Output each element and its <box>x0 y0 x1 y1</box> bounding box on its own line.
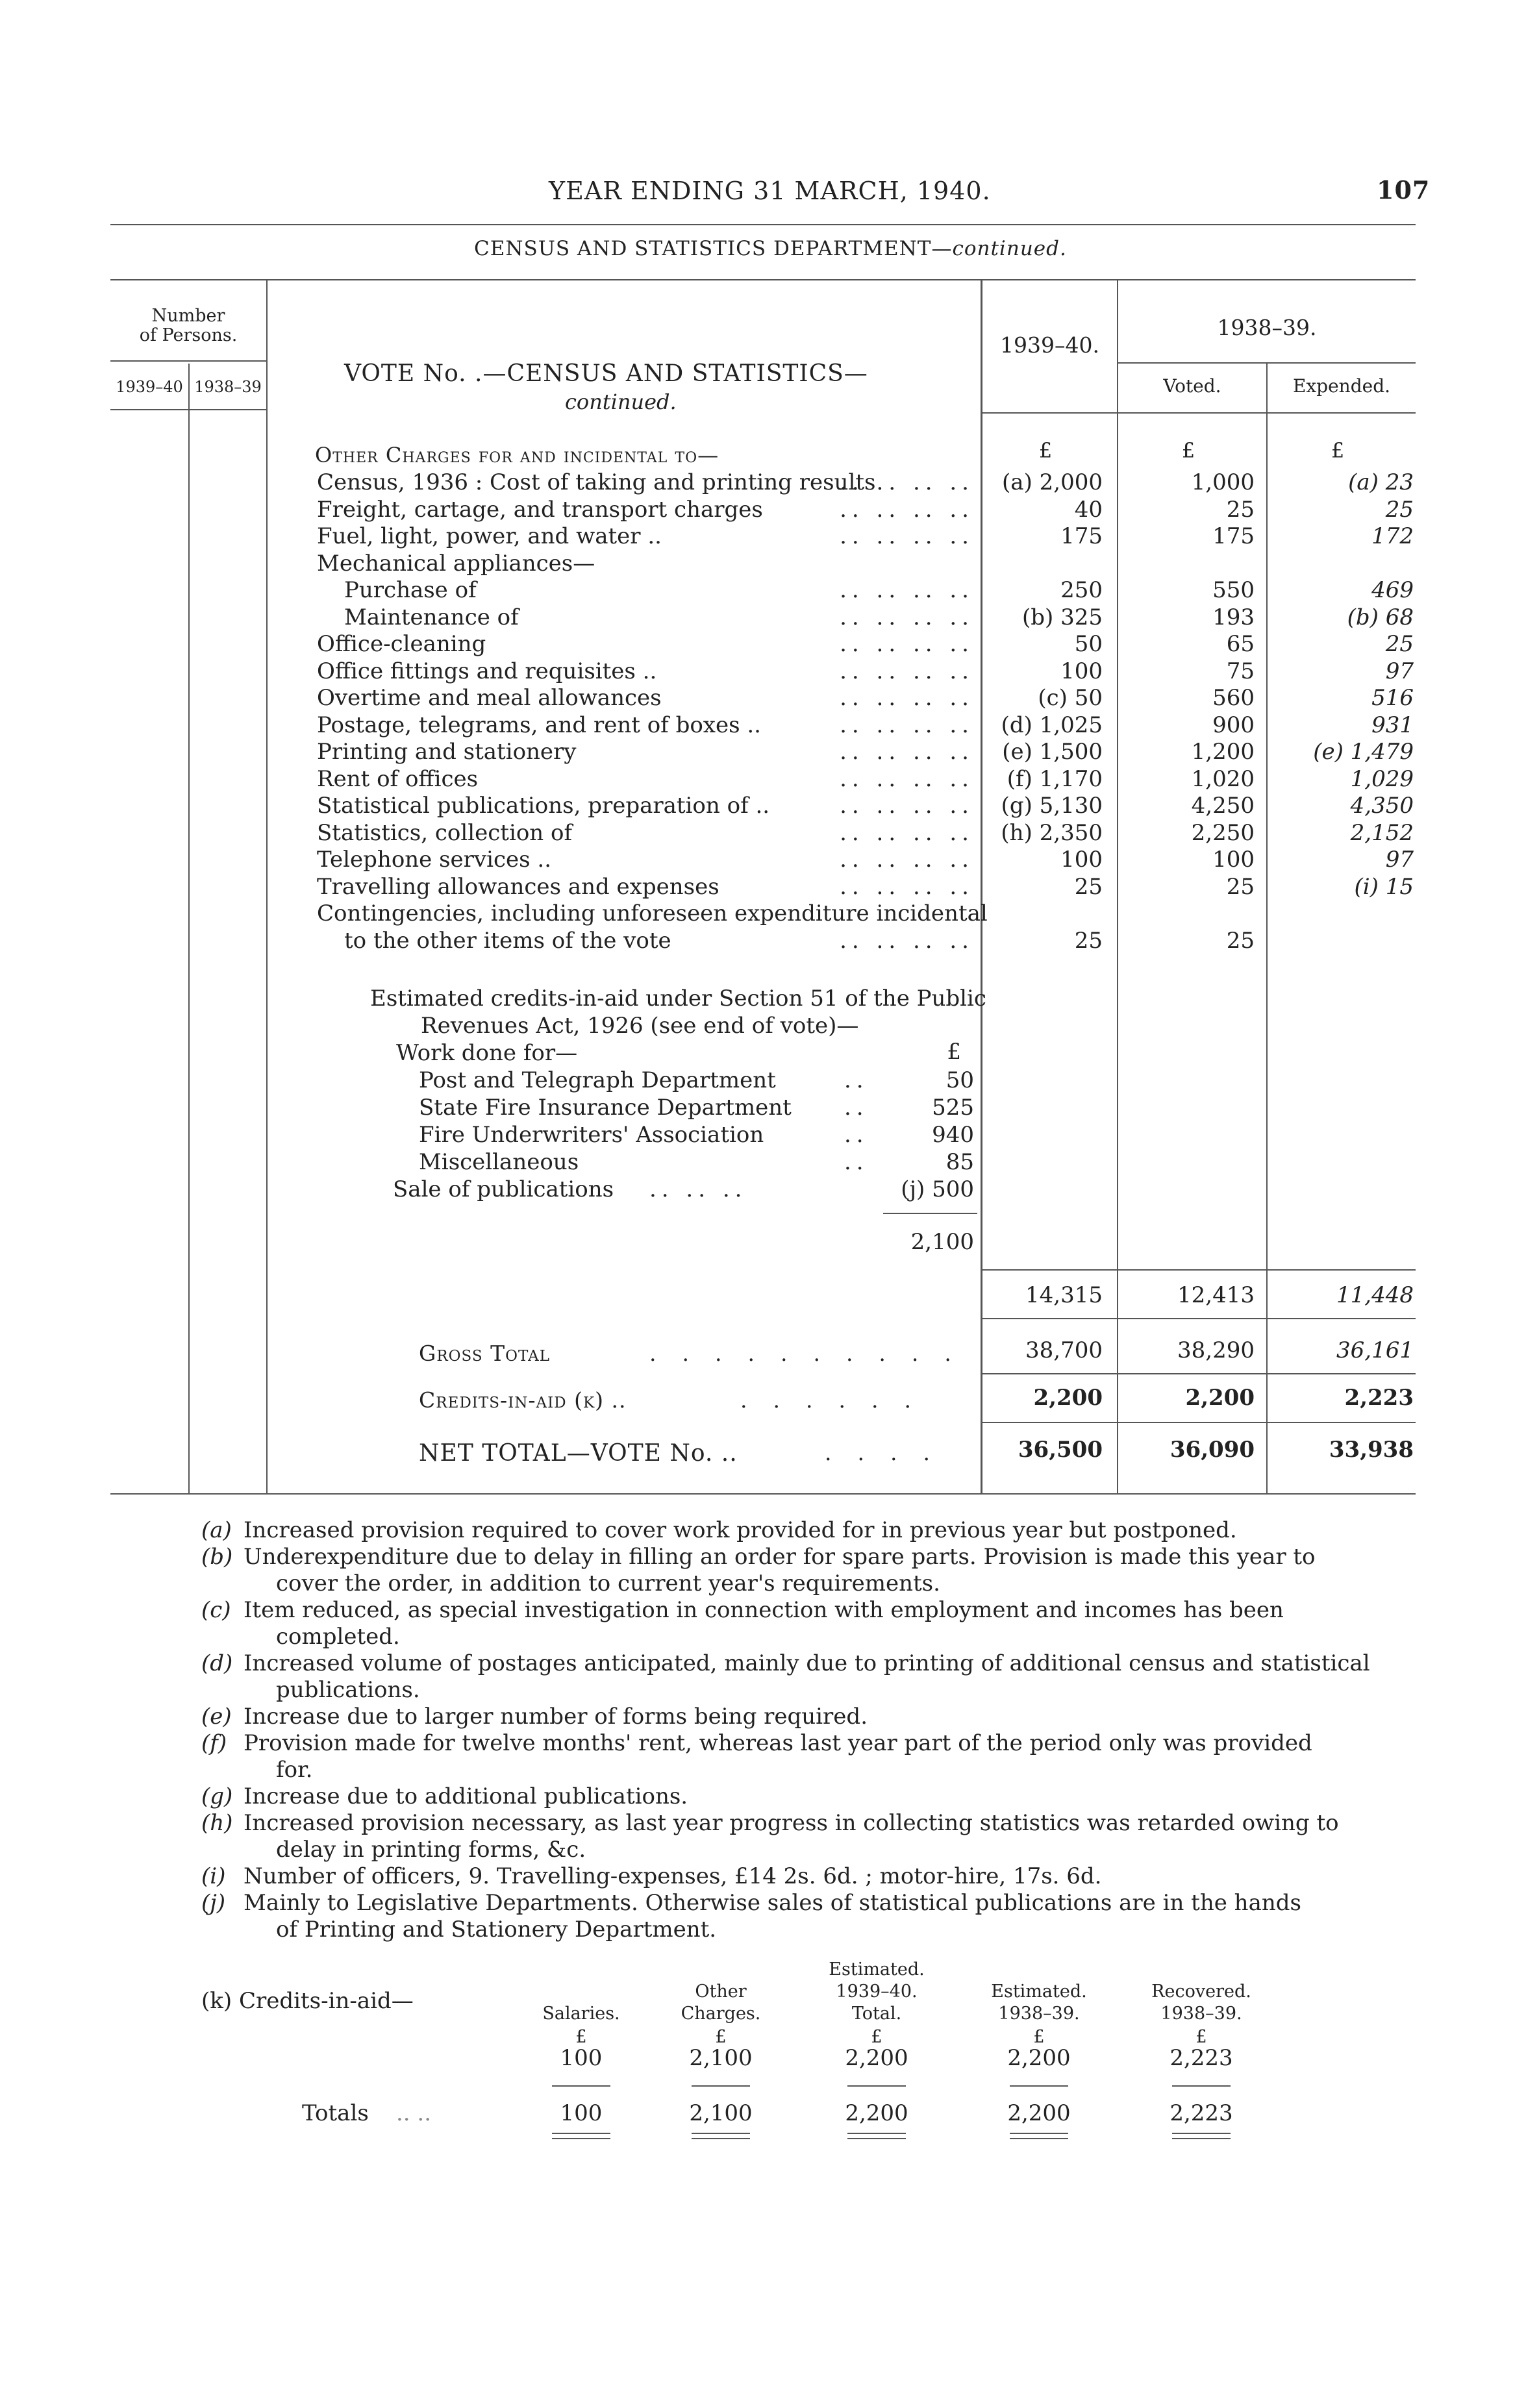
item-value-1939: (e) 1,500 <box>1002 739 1103 765</box>
net-total-voted: 36,090 <box>1170 1437 1255 1463</box>
k-table-header: Other <box>695 1981 747 2002</box>
year-1938-heading: 1938–39. <box>1217 315 1317 340</box>
department-name: CENSUS AND STATISTICS DEPARTMENT— <box>474 237 953 260</box>
credit-entry-label: Post and Telegraph Department <box>419 1067 776 1093</box>
k-table-rule <box>1010 2085 1068 2087</box>
leader-dots: .. .. <box>396 2100 432 2126</box>
credits-intro-2: Revenues Act, 1926 (see end of vote)— <box>421 1013 859 1039</box>
k-table-total: 2,200 <box>1007 2100 1071 2126</box>
item-label: Office-cleaning <box>317 631 486 657</box>
footnote-line: Mainly to Legislative Departments. Otherwise sales of statistical publications are in the hands <box>244 1890 1301 1916</box>
credit-entry-value: 85 <box>945 1149 974 1175</box>
item-value-1939: (f) 1,170 <box>1007 765 1103 792</box>
leader-dots: .. .. .. .. <box>840 685 974 711</box>
item-label: Freight, cartage, and transport charges <box>317 496 763 523</box>
page-title: YEAR ENDING 31 MARCH, 1940. <box>549 177 991 205</box>
footnote-tag: (b) <box>201 1544 233 1570</box>
leader-dots: .. .. .. <box>649 1176 747 1202</box>
table-top-rule <box>110 279 1416 280</box>
footnote-line: publications. <box>276 1677 420 1703</box>
item-value-1939: 25 <box>1074 927 1103 954</box>
item-label: Postage, telegrams, and rent of boxes .. <box>317 712 761 738</box>
item-value-expended: 25 <box>1385 496 1414 523</box>
credit-entry-label: Sale of publications <box>393 1176 614 1202</box>
item-value-1939: 100 <box>1060 847 1103 873</box>
k-table-value: 2,200 <box>1007 2045 1071 2071</box>
credit-entry-label: Fire Underwriters' Association <box>419 1122 764 1148</box>
footnote-tag: (e) <box>201 1704 232 1730</box>
footnote-line: Increase due to larger number of forms being required. <box>244 1704 868 1730</box>
footnote-line: Increased provision necessary, as last year progress in collecting statistics was retarded owing to <box>244 1810 1339 1836</box>
currency-expended: £ <box>1331 438 1345 463</box>
k-table-double-rule <box>1172 2133 1231 2134</box>
department-continued: continued. <box>952 237 1067 260</box>
persons-heading <box>110 306 266 345</box>
k-table-header: Estimated. <box>991 1981 1087 2002</box>
subtotal-rule-bottom <box>982 1318 1416 1319</box>
k-table-currency: £ <box>871 2027 882 2047</box>
k-table-header: Salaries. <box>542 2004 620 2024</box>
item-value-voted: 193 <box>1212 604 1255 630</box>
item-value-voted: 1,000 <box>1191 469 1255 495</box>
leader-dots: .. .. .. .. <box>840 819 974 846</box>
item-value-1939: 40 <box>1074 496 1103 523</box>
k-table-label: (k) Credits-in-aid— <box>201 1988 414 2014</box>
item-row <box>0 684 1526 712</box>
item-value-expended: 1,029 <box>1350 765 1414 792</box>
department-heading <box>474 237 1067 260</box>
k-table-double-rule <box>552 2138 610 2139</box>
footnote <box>201 1544 1331 1597</box>
credit-entry-value: 50 <box>945 1067 974 1093</box>
item-row <box>0 496 1526 523</box>
footnote <box>201 1597 1331 1650</box>
item-label: Printing and stationery <box>317 739 577 765</box>
subtotal-expended: 11,448 <box>1336 1282 1414 1308</box>
footnote-line: for. <box>276 1757 313 1783</box>
leader-dots: .. .. .. .. <box>840 469 974 495</box>
k-table-header: Charges. <box>681 2004 761 2024</box>
leader-dots: .. <box>844 1095 869 1121</box>
credit-entry-value: (j) 500 <box>901 1176 974 1202</box>
footnote-tag: (a) <box>201 1517 232 1543</box>
footnote-tag: (i) <box>201 1863 226 1889</box>
leader-dots: .. <box>844 1067 869 1093</box>
footnote-line: Number of officers, 9. Travelling-expenses, £14 2s. 6d. ; motor-hire, 17s. 6d. <box>244 1863 1102 1889</box>
k-table-value: 100 <box>560 2045 603 2071</box>
item-row <box>0 927 1526 954</box>
item-label: Census, 1936 : Cost of taking and printing results <box>317 469 876 495</box>
item-value-expended: (e) 1,479 <box>1313 739 1414 765</box>
item-value-voted: 25 <box>1226 496 1255 523</box>
k-table-double-rule <box>692 2138 750 2139</box>
item-value-1939: 25 <box>1074 873 1103 900</box>
k-table-currency: £ <box>1033 2027 1045 2047</box>
footnote <box>201 1783 1331 1810</box>
item-value-expended: 4,350 <box>1350 793 1414 819</box>
k-table-rule <box>1172 2085 1231 2087</box>
gross-rule <box>982 1373 1416 1374</box>
item-label: to the other items of the vote <box>344 927 671 954</box>
item-value-voted: 65 <box>1226 631 1255 657</box>
k-table-rule <box>847 2085 906 2087</box>
k-table-double-rule <box>692 2133 750 2134</box>
item-value-voted: 100 <box>1212 847 1255 873</box>
footnote-line: Increase due to additional publications. <box>244 1783 688 1809</box>
credits-total: 2,100 <box>910 1229 974 1255</box>
header-rule <box>110 224 1416 225</box>
cia-rule <box>982 1422 1416 1423</box>
item-label: Fuel, light, power, and water .. <box>317 523 662 549</box>
subtotal-rule <box>982 1269 1416 1271</box>
voted-heading: Voted. <box>1163 375 1221 397</box>
footnote <box>201 1730 1331 1783</box>
k-table-total: 100 <box>560 2100 603 2126</box>
gross-total-1939: 38,700 <box>1025 1337 1103 1363</box>
credit-entry-label: State Fire Insurance Department <box>419 1095 792 1121</box>
item-label: Rent of offices <box>317 765 479 792</box>
item-label: Telephone services .. <box>317 847 552 873</box>
item-value-1939: 100 <box>1060 658 1103 684</box>
item-value-voted: 560 <box>1212 685 1255 711</box>
item-row <box>0 900 1526 927</box>
item-value-voted: 1,020 <box>1191 765 1255 792</box>
footnote <box>201 1517 1331 1544</box>
k-table-value: 2,100 <box>689 2045 753 2071</box>
footnote-line: completed. <box>276 1624 400 1650</box>
k-table-header: 1938–39. <box>1160 2004 1242 2024</box>
item-value-1939: (g) 5,130 <box>1001 793 1103 819</box>
item-value-1939: (b) 325 <box>1022 604 1103 630</box>
footnote-tag: (g) <box>201 1783 233 1809</box>
item-row <box>0 846 1526 873</box>
k-table-double-rule <box>1010 2133 1068 2134</box>
footnote-line: Increased volume of postages anticipated, mainly due to printing of additional census and statistical <box>244 1650 1370 1676</box>
k-table-double-rule <box>847 2133 906 2134</box>
item-row <box>0 577 1526 604</box>
item-label: Maintenance of <box>344 604 519 630</box>
item-row <box>0 873 1526 900</box>
k-table-header: Total. <box>851 2004 902 2024</box>
amounts-head-rule <box>981 412 1416 414</box>
item-value-expended: 25 <box>1385 631 1414 657</box>
table-bottom-rule <box>110 1493 1416 1495</box>
subtotal-1939: 14,315 <box>1025 1282 1103 1308</box>
leader-dots: .. .. .. .. <box>840 739 974 765</box>
page-number: 107 <box>1377 175 1431 205</box>
k-table-header: 1939–40. <box>836 1981 918 2002</box>
leader-dots: .. .. .. .. <box>840 765 974 792</box>
credit-entry-label: Miscellaneous <box>419 1149 579 1175</box>
item-label: Travelling allowances and expenses <box>317 873 719 900</box>
item-row <box>0 738 1526 765</box>
persons-heading-line1: Number <box>151 306 225 326</box>
item-value-voted: 25 <box>1226 873 1255 900</box>
leader-dots: .. .. .. .. <box>840 604 974 630</box>
credit-entry-value: 940 <box>932 1122 974 1148</box>
credits-in-aid-label: Credits-in-aid (k) .. <box>419 1387 627 1413</box>
footnote-line: of Printing and Stationery Department. <box>276 1917 717 1943</box>
persons-heading-line2: of Persons. <box>139 325 238 345</box>
item-label: Statistical publications, preparation of .. <box>317 793 770 819</box>
item-value-1939: (a) 2,000 <box>1002 469 1103 495</box>
footnote-tag: (d) <box>201 1650 233 1676</box>
section-heading: Other Charges for and incidental to— <box>315 443 719 467</box>
item-row <box>0 630 1526 658</box>
leader-dots: .. .. .. .. <box>840 577 974 603</box>
item-value-1939: 250 <box>1060 577 1103 603</box>
k-table-value: 2,223 <box>1170 2045 1233 2071</box>
footnote-tag: (h) <box>201 1810 233 1836</box>
leader-dots: .. .. .. .. <box>840 927 974 954</box>
gross-total-voted: 38,290 <box>1177 1337 1255 1363</box>
item-value-1939: 175 <box>1060 523 1103 549</box>
credits-intro-1: Estimated credits-in-aid under Section 51 of the Public <box>370 986 986 1012</box>
item-value-expended: 931 <box>1371 712 1414 738</box>
footnote-line: delay in printing forms, &c. <box>276 1837 586 1863</box>
item-value-expended: 97 <box>1385 847 1414 873</box>
item-row <box>0 604 1526 631</box>
item-row <box>0 712 1526 739</box>
leader-dots: .. .. .. .. <box>840 793 974 819</box>
persons-1939-heading: 1939–40 <box>116 378 183 396</box>
item-value-1939: 50 <box>1074 631 1103 657</box>
item-row <box>0 792 1526 819</box>
vote-title: VOTE No. .—CENSUS AND STATISTICS— <box>344 360 868 387</box>
footnote <box>201 1650 1370 1704</box>
item-value-voted: 900 <box>1212 712 1255 738</box>
item-value-expended: 97 <box>1385 658 1414 684</box>
credits-currency: £ <box>947 1039 961 1065</box>
net-total-expended: 33,938 <box>1329 1437 1414 1463</box>
item-value-voted: 2,250 <box>1191 819 1255 846</box>
item-value-expended: (b) 68 <box>1347 604 1414 630</box>
year-1939-heading: 1939–40. <box>1000 332 1099 358</box>
item-value-expended: (a) 23 <box>1348 469 1414 495</box>
k-table-total: 2,200 <box>845 2100 908 2126</box>
item-value-expended: 172 <box>1371 523 1414 549</box>
currency-voted: £ <box>1181 438 1195 463</box>
year-1938-rule <box>1117 362 1416 364</box>
k-table-header: Estimated. <box>829 1959 925 1980</box>
item-row <box>0 469 1526 496</box>
item-value-voted: 550 <box>1212 577 1255 603</box>
item-value-expended: (i) 15 <box>1354 873 1414 900</box>
footnote-tag: (j) <box>201 1890 226 1916</box>
net-total-label: NET TOTAL—VOTE No. .. <box>419 1440 738 1467</box>
footnote-line: cover the order, in addition to current year's requirements. <box>276 1570 940 1596</box>
leader-dots: .. .. .. .. <box>840 658 974 684</box>
k-table-currency: £ <box>715 2027 727 2047</box>
footnote <box>201 1704 1331 1730</box>
k-table-double-rule <box>552 2133 610 2134</box>
credits-in-aid-voted: 2,200 <box>1185 1385 1255 1411</box>
footnote <box>201 1863 1331 1890</box>
footnote <box>201 1890 1331 1943</box>
item-value-voted: 175 <box>1212 523 1255 549</box>
persons-head-rule <box>110 360 266 362</box>
net-dots: .... <box>825 1440 956 1465</box>
currency-1939: £ <box>1038 438 1053 463</box>
leader-dots: .. .. .. .. <box>840 523 974 549</box>
footnote-line: Provision made for twelve months' rent, whereas last year part of the period only was provided <box>244 1730 1312 1756</box>
leader-dots: .. .. .. .. <box>840 873 974 900</box>
item-row <box>0 523 1526 550</box>
credit-entry-value: 525 <box>932 1095 974 1121</box>
item-value-voted: 4,250 <box>1191 793 1255 819</box>
k-table-header: 1938–39. <box>998 2004 1080 2024</box>
item-value-voted: 1,200 <box>1191 739 1255 765</box>
item-value-voted: 25 <box>1226 927 1255 954</box>
leader-dots: .. <box>844 1122 869 1148</box>
gross-total-expended: 36,161 <box>1336 1337 1414 1363</box>
k-table-double-rule <box>1172 2138 1231 2139</box>
gross-total-label: Gross Total <box>419 1341 550 1366</box>
item-value-1939: (c) 50 <box>1038 685 1103 711</box>
leader-dots: .. .. .. .. <box>840 847 974 873</box>
k-table-rule <box>692 2085 750 2087</box>
k-table-total: 2,100 <box>689 2100 753 2126</box>
item-label: Office fittings and requisites .. <box>317 658 657 684</box>
k-table-currency: £ <box>575 2027 587 2047</box>
footnote-line: Increased provision required to cover work provided for in previous year but postponed. <box>244 1517 1237 1543</box>
footnote-line: Item reduced, as special investigation in connection with employment and incomes has been <box>244 1597 1284 1623</box>
persons-1938-heading: 1938–39 <box>194 378 262 396</box>
item-value-expended: 469 <box>1371 577 1414 603</box>
k-table-rule <box>552 2085 610 2087</box>
expended-heading: Expended. <box>1292 375 1391 397</box>
k-table-totals-label: Totals <box>302 2100 369 2126</box>
net-total-1939: 36,500 <box>1018 1437 1103 1463</box>
credits-total-rule <box>883 1213 977 1214</box>
item-row <box>0 658 1526 685</box>
k-table-value: 2,200 <box>845 2045 908 2071</box>
item-value-expended: 2,152 <box>1350 819 1414 846</box>
k-table-total: 2,223 <box>1170 2100 1233 2126</box>
subtotal-voted: 12,413 <box>1177 1282 1255 1308</box>
item-label: Statistics, collection of <box>317 819 573 846</box>
footnote-tag: (f) <box>201 1730 227 1756</box>
credits-in-aid-1939: 2,200 <box>1033 1385 1103 1411</box>
item-row <box>0 819 1526 847</box>
k-table-header: Recovered. <box>1151 1981 1251 2002</box>
leader-dots: .. .. .. .. <box>840 496 974 523</box>
item-value-1939: (d) 1,025 <box>1001 712 1103 738</box>
persons-head-rule2 <box>110 409 266 410</box>
cia-dots: ...... <box>740 1387 937 1413</box>
leader-dots: .. <box>844 1149 869 1175</box>
footnote-line: Underexpenditure due to delay in filling an order for spare parts. Provision is made this year to <box>244 1544 1316 1570</box>
credits-work: Work done for— <box>396 1040 578 1066</box>
k-table-double-rule <box>1010 2138 1068 2139</box>
k-table-currency: £ <box>1195 2027 1207 2047</box>
item-row <box>0 765 1526 793</box>
footnote-tag: (c) <box>201 1597 231 1623</box>
item-label: Contingencies, including unforeseen expenditure incidental <box>317 900 988 926</box>
vote-continued: continued. <box>565 390 677 414</box>
item-label: Purchase of <box>344 577 477 603</box>
credits-in-aid-expended: 2,223 <box>1344 1385 1414 1411</box>
item-value-1939: (h) 2,350 <box>1001 819 1103 846</box>
k-table-double-rule <box>847 2138 906 2139</box>
item-label: Mechanical appliances— <box>317 550 595 577</box>
item-row <box>0 550 1526 577</box>
item-label: Overtime and meal allowances <box>317 685 662 711</box>
gross-dots: .......... <box>649 1341 977 1366</box>
leader-dots: .. .. .. .. <box>840 631 974 657</box>
item-value-expended: 516 <box>1371 685 1414 711</box>
footnote <box>201 1810 1339 1863</box>
leader-dots: .. .. .. .. <box>840 712 974 738</box>
item-value-voted: 75 <box>1226 658 1255 684</box>
